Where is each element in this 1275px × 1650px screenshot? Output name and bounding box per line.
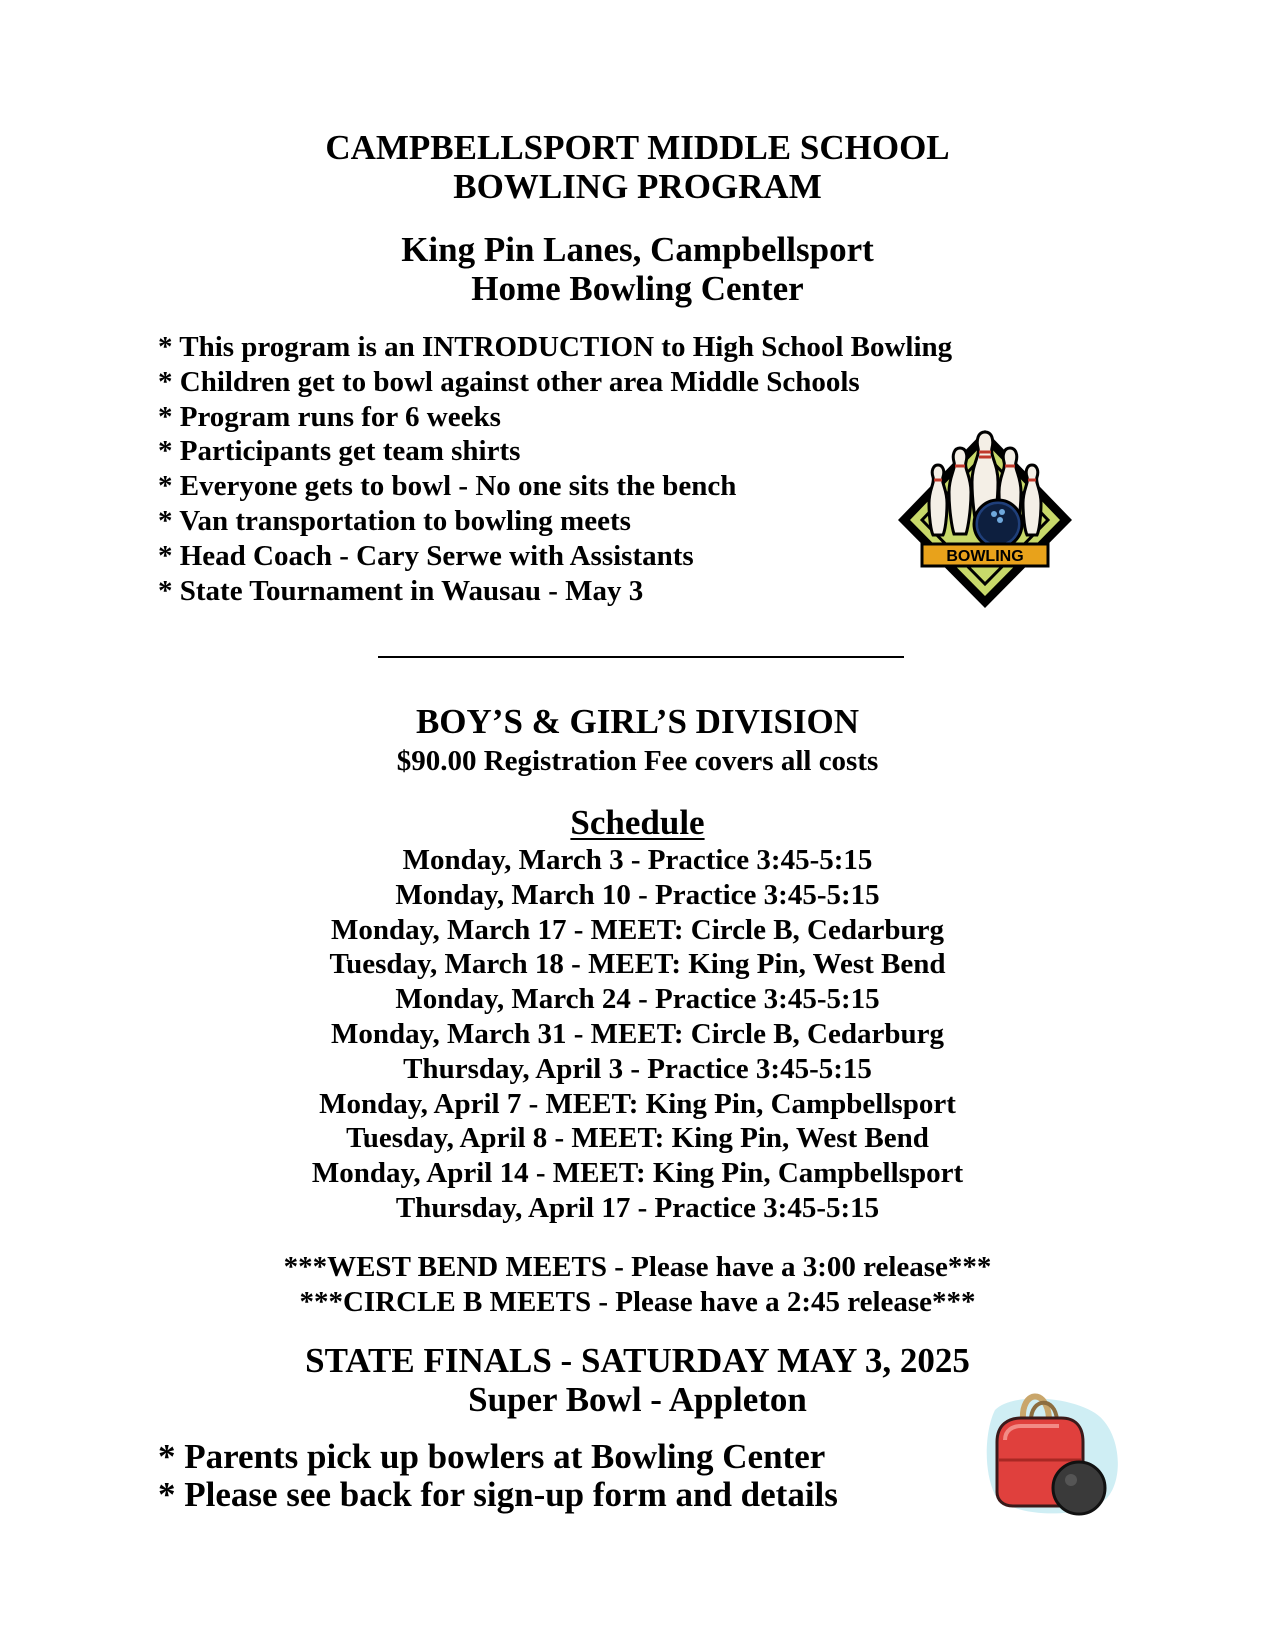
schedule-item: Thursday, April 17 - Practice 3:45-5:15	[395, 1191, 880, 1224]
bowling-bag-icon	[975, 1380, 1125, 1520]
feature-item: * Program runs for 6 weeks	[158, 400, 501, 433]
schedule-item: Tuesday, April 8 - MEET: King Pin, West Bend	[346, 1122, 929, 1155]
schedule-item: Monday, April 7 - MEET: King Pin, Campbellsport	[319, 1087, 956, 1120]
page-title	[0, 128, 1275, 206]
registration-fee: $90.00 Registration Fee covers all costs	[396, 745, 879, 777]
features-list	[158, 330, 952, 608]
section-divider	[378, 656, 904, 658]
schedule-list	[0, 843, 1275, 1226]
feature-item: * Head Coach - Cary Serwe with Assistants	[158, 539, 694, 572]
schedule-item: Monday, March 24 - Practice 3:45-5:15	[395, 983, 880, 1016]
feature-item: * State Tournament in Wausau - May 3	[158, 574, 644, 607]
feature-item: * Everyone gets to bowl - No one sits the bench	[158, 470, 737, 503]
feature-item: * Children get to bowl against other area Middle Schools	[158, 365, 860, 398]
finals-date: STATE FINALS - SATURDAY MAY 3, 2025	[305, 1341, 970, 1380]
release-note: ***WEST BEND MEETS - Please have a 3:00 release***	[283, 1251, 992, 1283]
feature-item: * Participants get team shirts	[158, 435, 521, 468]
schedule-item: Monday, March 31 - MEET: Circle B, Cedarburg	[331, 1017, 944, 1050]
feature-item: * Van transportation to bowling meets	[158, 504, 631, 537]
closing-notes	[158, 1438, 838, 1514]
schedule-item: Monday, March 3 - Practice 3:45-5:15	[402, 844, 873, 876]
bowling-pins-logo-icon	[888, 420, 1082, 614]
release-note: ***CIRCLE B MEETS - Please have a 2:45 release***	[299, 1285, 976, 1318]
finals-location: Super Bowl - Appleton	[468, 1380, 807, 1419]
release-notes	[0, 1250, 1275, 1319]
location-line-1: King Pin Lanes, Campbellsport	[401, 230, 874, 269]
schedule-heading: Schedule	[570, 803, 705, 842]
logo-label: BOWLING	[946, 548, 1024, 565]
feature-item: * This program is an INTRODUCTION to High School Bowling	[158, 331, 953, 363]
location-line-2: Home Bowling Center	[471, 269, 804, 308]
schedule-item: Monday, April 14 - MEET: King Pin, Campbellsport	[311, 1157, 964, 1190]
schedule-section	[0, 803, 1275, 1226]
closing-item: * Parents pick up bowlers at Bowling Center	[158, 1437, 826, 1476]
title-line-1: CAMPBELLSPORT MIDDLE SCHOOL	[325, 128, 950, 167]
schedule-item: Monday, March 10 - Practice 3:45-5:15	[395, 878, 880, 911]
location-heading	[0, 230, 1275, 308]
schedule-item: Tuesday, March 18 - MEET: King Pin, West Bend	[329, 948, 946, 981]
division-title: BOY’S & GIRL’S DIVISION	[415, 702, 860, 741]
schedule-item: Thursday, April 3 - Practice 3:45-5:15	[403, 1052, 872, 1085]
closing-item: * Please see back for sign-up form and details	[158, 1475, 838, 1514]
title-line-2: BOWLING PROGRAM	[453, 167, 822, 206]
schedule-item: Monday, March 17 - MEET: Circle B, Cedarburg	[331, 913, 944, 946]
division-section	[0, 702, 1275, 778]
